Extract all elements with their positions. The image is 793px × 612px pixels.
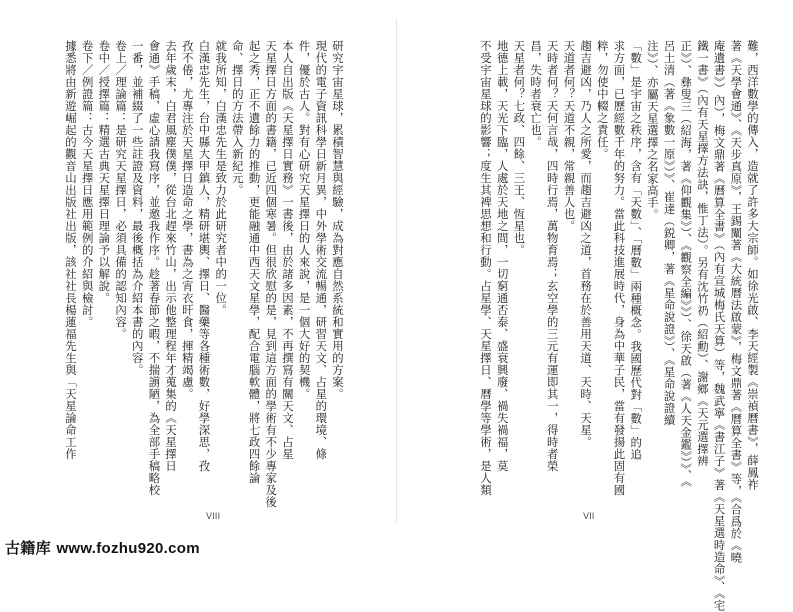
text-column: 現代的電子資訊科學日新月異，中外學術交流暢通，研習天文、占星的環境、條 — [314, 40, 329, 460]
left-page-text — [64, 40, 346, 508]
text-column: 趨吉避凶，乃人之所愛，而趨吉避凶之道，首務在於善用天道、天時、天星。 — [579, 40, 594, 448]
text-column: 昌，失時者衰亡也。 — [529, 40, 544, 148]
text-column: 求方面，已歷經數千年的努力。當此科技進展時代，身為中華子民，當有發揚此固有國 — [612, 40, 627, 496]
left-page — [0, 0, 396, 530]
text-column: 天星擇日方面的書籍，已近四個寒暑。但很欣慰的是，見到這方面的學術有不少專家及後 — [264, 40, 279, 508]
text-column: 呂土清（著《象數一原》）》、崔達（鋭卿，著《星命說證》）、《星命說證續 — [662, 40, 677, 426]
text-column: 件，優於古人。對有心研究天星擇日的人來說，是一個大好的契機。 — [297, 40, 312, 400]
right-page — [397, 0, 793, 612]
text-column: 著《天學會通》、《天步真原》，王錫闡著《大統曆法啟蒙》，梅文鼎著《曆算全書》等，《合爲於《曉 — [729, 40, 744, 564]
text-column: 起之秀，正不遺餘力的推動，更能融通中西天文星學，配合電腦軟體，將七政四餘論 — [247, 40, 262, 484]
text-column: 粹，勿使中輟之責任。 — [595, 40, 610, 160]
text-column: 命、擇日的方法帶入新紀元。 — [230, 40, 245, 196]
text-column: 本人自出版《天星擇日實務》一書後，由於諸多因素，不再撰寫有關天文、占星 — [280, 40, 295, 460]
text-column: 卷上／理論篇：是研究天星擇日，必須具備的認知內容。 — [114, 40, 129, 340]
text-column: 地德上載，天光下臨，人處於天地之間，一切窮通否泰、盛衰興廢、禍失禍福，莫 — [495, 40, 510, 472]
watermark-name: 古籍库 — [5, 539, 51, 557]
text-column: 正》）、彝叟三（紹海，著《仰觀集》）、《觀察全編》》）、徐天啟（著《人天金鑑》）》、《 — [679, 40, 694, 488]
text-column: 難，西洋數學的傳入，造就了許多大宗師。如徐光啟、李天經製《崇禎曆書》，薛鳳祚 — [746, 40, 760, 491]
text-column: 庵遺書》）內），梅文鼎著《曆算全書》（內有宣城梅氏天算）等，魏武寧《書江子》著《天星選時造命》、《宅 — [712, 40, 727, 612]
text-column: 卷中／授擇篇：精選古典天星擇日理論予以解說。 — [97, 40, 112, 304]
watermark-url: www.fozhu920.com — [56, 540, 200, 557]
text-column: 天道者何？天道不親，常親善人也。 — [562, 40, 577, 232]
text-column: 卷下／例證篇：古今天星擇日應用範例的介紹與檢討。 — [80, 40, 95, 328]
page-number: VIII — [206, 512, 221, 522]
text-column: 天星者何？七政、四餘、三王、恆星也。 — [512, 40, 527, 256]
site-watermark — [5, 537, 200, 558]
text-column: 會通》手稿，虛心請我寫序，並邀我作序。趁著春節之暇，不揣謭陋，為全部手稿略校 — [147, 40, 162, 496]
text-column: 天時者何？天何言哉，四時行焉，萬物育焉；玄空學的三元有運即其一，得時者榮 — [545, 40, 560, 472]
text-column: 就我所知，白漢忠先生是致力於此研究者中的一位。 — [214, 40, 229, 316]
text-column: 據悉將由新遊崛起的觀音山出版社出版，該社社長楊蓮福先生與「天星論命工作 — [64, 40, 78, 460]
page-number: VII — [583, 512, 595, 522]
text-column: 鐵一書》（內有天星擇方法訣，惟丁法）。另有沈竹礽（紹勳）、謝鄉《天元選擇辨 — [695, 40, 710, 467]
text-column: 不受宇宙星球的影響；度生其裨思想和行動。占星學、天星擇日、曆學等學術，是人類 — [479, 40, 493, 496]
text-column: 白漢忠先生，台中縣大甲鎮人，精研堪輿、擇日、醫藥等各種術數，好學深思，孜 — [197, 40, 212, 472]
text-column: 去年歲末，白君風塵僕僕，從台北趕來竹山，出示他整理程年才蒐集的《天星擇日 — [164, 40, 179, 472]
text-column: 一番，並補綴了一些註證及資料，最後概括為介紹本書的內容。 — [130, 40, 145, 376]
text-column: 孜不倦，尤專注於天星擇日造命之學，書為之宵衣旰食，揮精竭慮。 — [180, 40, 195, 400]
text-column: 研究宇宙星球，累積智慧與經驗，成為對應自然系統和實用的方案。 — [331, 40, 345, 400]
text-column: 注》）、亦屬天星選擇之名家高手。 — [645, 40, 660, 221]
text-column: 「數」是宇宙之秩序，含有「天數」、「曆數」兩種概念。我國歷代對「數」的追 — [629, 40, 644, 461]
